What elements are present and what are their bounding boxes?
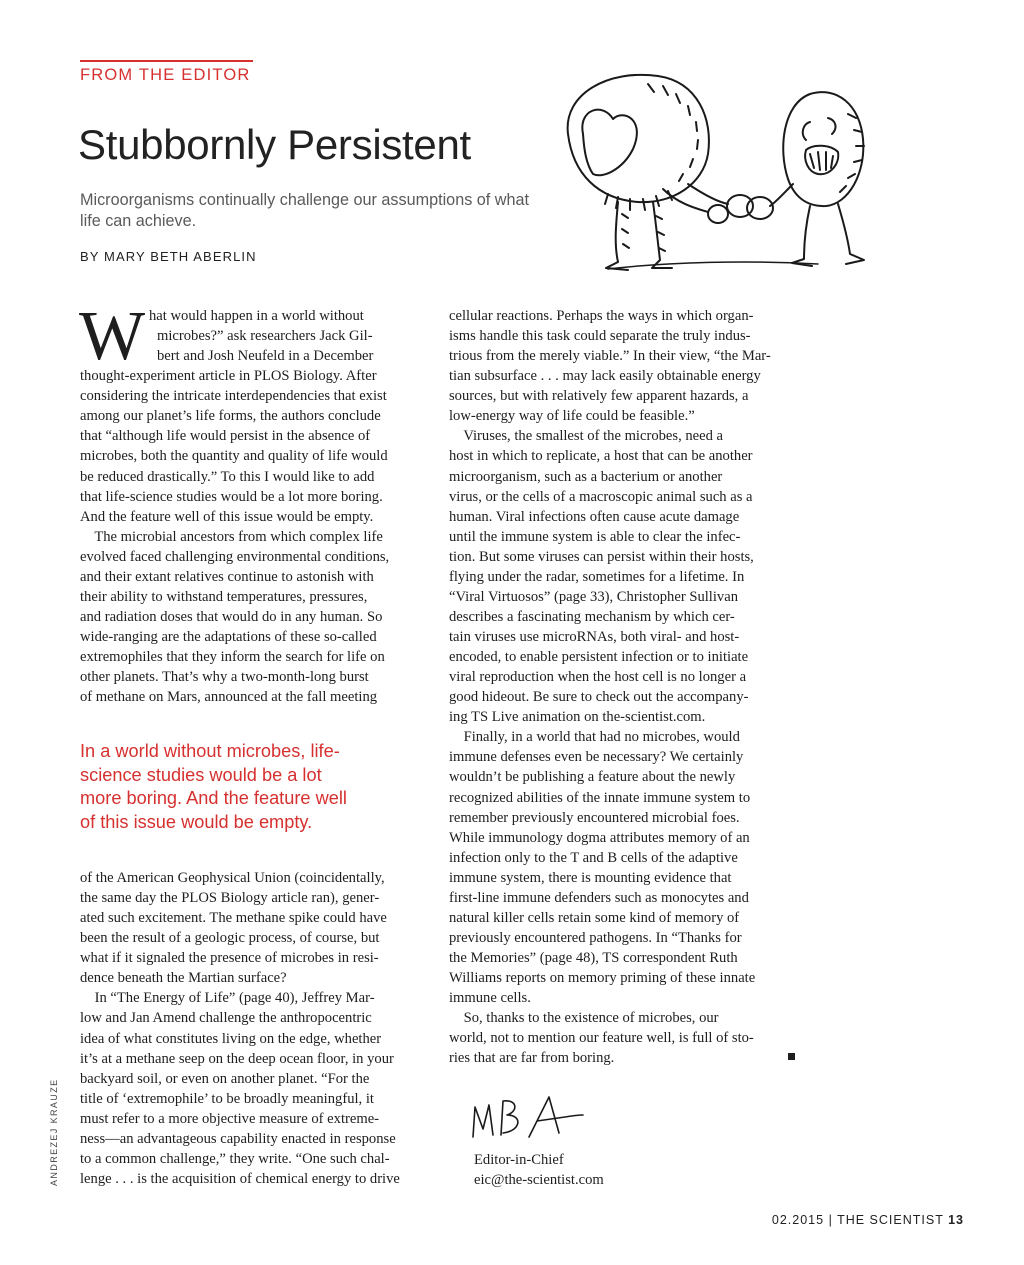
text-line: be reduced drastically.” To this I would like to add — [80, 468, 375, 485]
text-line: tain viruses use microRNAs, both viral- and host- — [449, 629, 740, 645]
column-1-continued — [80, 868, 435, 1189]
column-2 — [449, 306, 804, 1068]
text-line: lenge . . . is the acquisition of chemical energy to drive — [80, 1170, 400, 1187]
signoff-email[interactable]: eic@the-scientist.com — [474, 1172, 604, 1188]
text-line: describes a fascinating mechanism by which cer- — [449, 608, 735, 625]
text-line: ness—an advantageous capability enacted in response — [80, 1130, 396, 1147]
text-line: to a common challenge,” they write. “One such chal- — [80, 1150, 390, 1167]
text-line: that “although life would persist in the absence of — [80, 428, 371, 445]
text-line: “Viral Virtuosos” (page 33), Christopher Sullivan — [449, 588, 738, 605]
end-mark — [788, 1053, 795, 1060]
signoff-title: Editor-in-Chief — [474, 1152, 564, 1168]
page-number: 13 — [948, 1213, 964, 1227]
text-line: remember previously encountered microbial foes. — [449, 809, 740, 826]
text-line: In “The Energy of Life” (page 40), Jeffrey Mar- — [80, 990, 375, 1007]
text-line: previously encountered pathogens. In “Thanks for — [449, 929, 742, 946]
text-line: of the American Geophysical Union (coincidentally, — [80, 870, 385, 886]
article-deck: Microorganisms continually challenge our assumptions of what life can achieve. — [80, 191, 529, 230]
text-line: it’s at a methane seep on the deep ocean floor, in your — [80, 1050, 394, 1067]
section-rule — [80, 60, 253, 62]
drop-cap: W — [79, 298, 146, 375]
issue-date: 02.2015 — [771, 1213, 825, 1227]
text-line: immune cells. — [449, 990, 531, 1007]
text-line: host in which to replicate, a host that can be another — [449, 448, 753, 465]
editor-signature — [467, 1093, 587, 1145]
text-line: dence beneath the Martian surface? — [80, 970, 287, 987]
column-1 — [80, 306, 435, 707]
pull-quote-line: In a world without microbes, life- — [80, 741, 340, 761]
text-line: extremophiles that they inform the search for life on — [80, 649, 385, 666]
boxing-microbes-illustration — [548, 64, 896, 284]
text-line: low and Jan Amend challenge the anthropocentric — [80, 1010, 372, 1027]
text-line: microorganism, such as a bacterium or another — [449, 468, 723, 485]
byline: BY MARY BETH ABERLIN — [80, 249, 257, 264]
section-label: FROM THE EDITOR — [80, 66, 251, 84]
text-line: good hideout. Be sure to check out the accompany- — [449, 689, 749, 706]
text-line: wouldn’t be publishing a feature about the newly — [449, 769, 736, 786]
text-line: So, thanks to the existence of microbes, our — [449, 1010, 719, 1027]
text-line: idea of what constitutes living on the edge, whether — [80, 1030, 382, 1047]
text-line: human. Viral infections often cause acute damage — [449, 508, 740, 525]
text-line: low-energy way of life could be feasible.” — [449, 408, 695, 425]
text-line: and radiation doses that would do in any human. So — [80, 608, 383, 625]
text-line: microbes, both the quantity and quality of life would — [80, 448, 388, 465]
pull-quote-line: of this issue would be empty. — [80, 811, 313, 832]
text-line: evolved faced challenging environmental conditions, — [80, 548, 390, 565]
text-line: and their extant relatives continue to astonish with — [80, 568, 374, 585]
text-line: that life-science studies would be a lot more boring. — [80, 488, 383, 505]
text-line: ated such excitement. The methane spike could have — [80, 910, 387, 927]
text-line: virus, or the cells of a macroscopic animal such as a — [449, 488, 753, 505]
illustration-credit: ANDREZEJ KRAUZE — [49, 1078, 59, 1186]
pull-quote-line: more boring. And the feature well — [80, 788, 347, 808]
text-line: their ability to withstand temperatures, pressures, — [80, 588, 368, 605]
text-line: wide-ranging are the adaptations of these so-called — [80, 629, 377, 645]
text-line: trious from the merely viable.” In their view, “the Mar- — [449, 348, 771, 365]
text-line: hat would happen in a world without — [149, 308, 364, 324]
text-line: ries that are far from boring. — [449, 1050, 615, 1067]
text-line: bert and Josh Neufeld in a December — [157, 348, 374, 365]
text-line: tion. But some viruses can persist within their hosts, — [449, 548, 754, 565]
text-line: And the feature well of this issue would be empty. — [80, 508, 374, 525]
text-line: what if it signaled the presence of microbes in resi- — [80, 950, 379, 967]
text-line: the Memories” (page 48), TS correspondent Ruth — [449, 950, 738, 966]
text-line: considering the intricate interdependencies that exist — [80, 388, 387, 405]
text-line: ing TS Live animation on the-scientist.com. — [449, 709, 706, 726]
text-line: the same day the PLOS Biology article ran), gener- — [80, 890, 380, 907]
text-line: thought-experiment article in PLOS Biology. After — [80, 368, 377, 385]
text-line: isms handle this task could separate the truly indus- — [449, 328, 751, 345]
left-microbe-figure — [568, 75, 753, 270]
page-footer — [772, 1213, 964, 1227]
text-line: viral reproduction when the host cell is no longer a — [449, 669, 747, 686]
text-line: infection only to the T and B cells of the adaptive — [449, 849, 738, 866]
text-line: other planets. That’s why a two-month-long burst — [80, 669, 369, 686]
text-line: of methane on Mars, announced at the fall meeting — [80, 689, 378, 706]
text-line: world, not to mention our feature well, is full of sto- — [449, 1030, 754, 1047]
article-title: Stubbornly Persistent — [78, 121, 471, 168]
text-line: must refer to a more objective measure of extreme- — [80, 1110, 380, 1127]
text-line: sources, but with relatively few apparent hazards, a — [449, 388, 749, 405]
pull-quote-line: science studies would be a lot — [80, 764, 322, 785]
text-line: tian subsurface . . . may lack easily obtainable energy — [449, 368, 761, 385]
right-microbe-figure — [747, 92, 864, 266]
text-line: recognized abilities of the innate immune system to — [449, 789, 751, 806]
text-line: flying under the radar, sometimes for a lifetime. In — [449, 568, 745, 585]
text-line: The microbial ancestors from which complex life — [80, 528, 383, 545]
text-line: among our planet’s life forms, the authors conclude — [80, 408, 381, 425]
publication-name: THE SCIENTIST — [837, 1213, 944, 1227]
text-line: microbes?” ask researchers Jack Gil- — [157, 328, 373, 345]
text-line: natural killer cells retain some kind of memory of — [449, 909, 740, 926]
text-line: been the result of a geologic process, of course, but — [80, 930, 380, 947]
text-line: until the immune system is able to clear the infec- — [449, 528, 741, 545]
text-line: immune system, there is mounting evidence that — [449, 869, 732, 886]
text-line: encoded, to enable persistent infection or to initiate — [449, 649, 749, 666]
text-line: While immunology dogma attributes memory of an — [449, 829, 750, 846]
text-line: first-line immune defenders such as monocytes and — [449, 889, 749, 906]
footer-separator: | — [828, 1213, 833, 1227]
pull-quote — [80, 740, 420, 834]
text-line: cellular reactions. Perhaps the ways in which organ- — [449, 308, 754, 324]
text-line: Viruses, the smallest of the microbes, need a — [449, 428, 724, 445]
text-line: title of ‘extremophile’ to be broadly meaningful, it — [80, 1090, 374, 1107]
text-line: backyard soil, or even on another planet. “For the — [80, 1070, 370, 1087]
text-line: Williams reports on memory priming of these innate — [449, 970, 756, 987]
text-line: immune defenses even be necessary? We certainly — [449, 749, 744, 766]
text-line: Finally, in a world that had no microbes, would — [449, 729, 740, 746]
